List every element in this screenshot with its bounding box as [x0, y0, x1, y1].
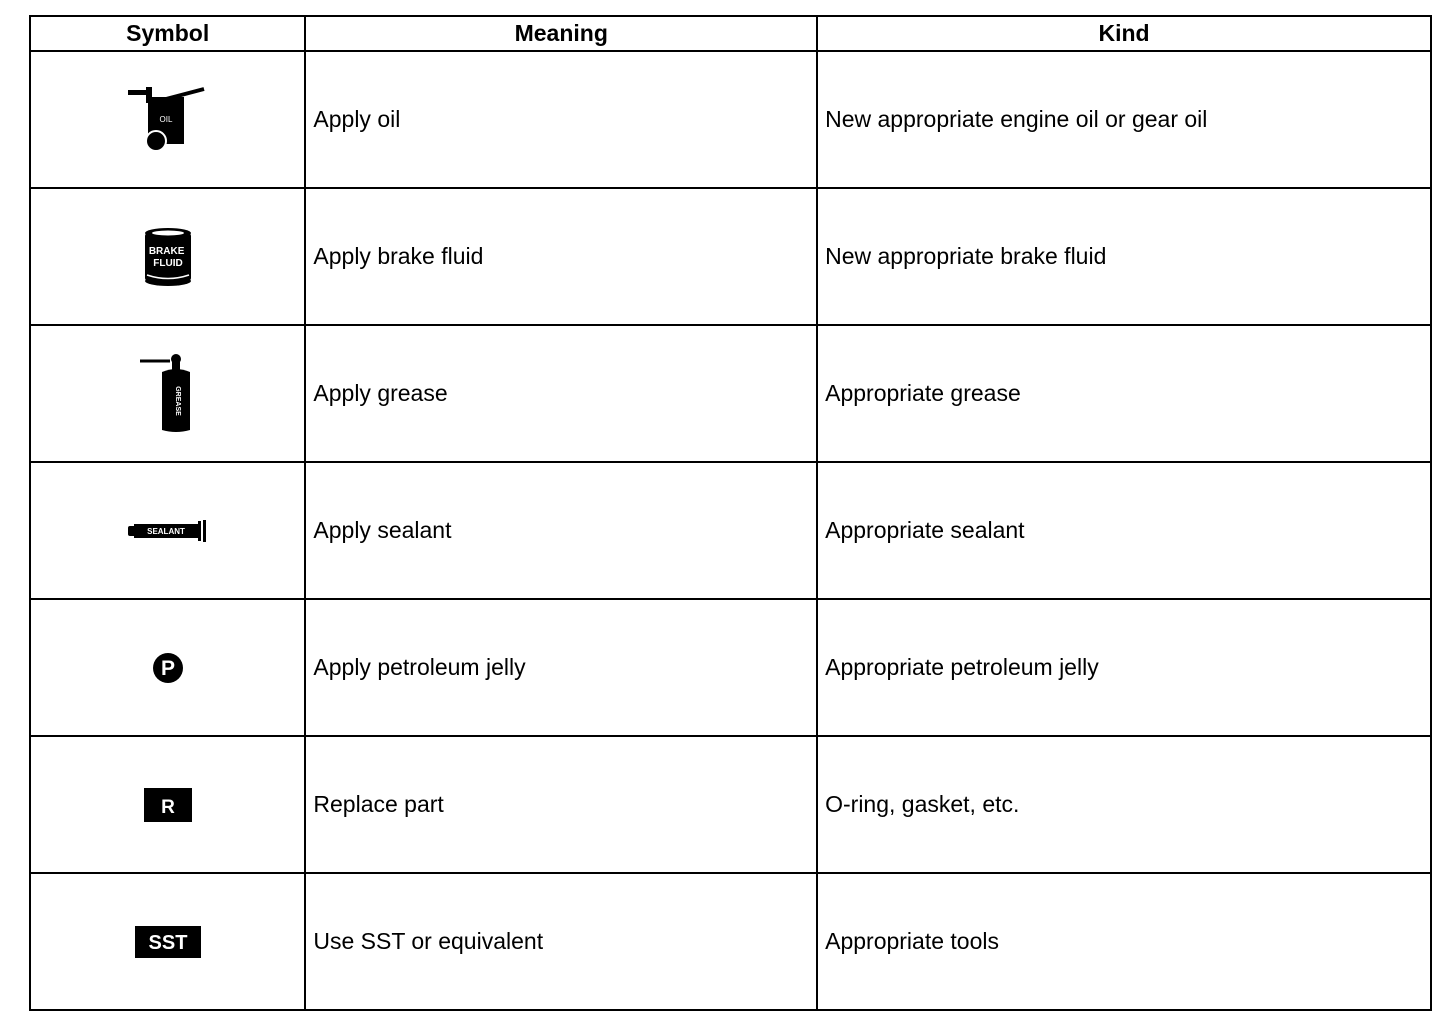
- header-meaning: Meaning: [305, 16, 817, 51]
- petroleum-jelly-label: P: [160, 656, 175, 680]
- kind-cell: Appropriate petroleum jelly: [817, 599, 1431, 736]
- table-row: [30, 188, 1431, 325]
- symbol-cell: [30, 51, 305, 188]
- meaning-cell: Apply sealant: [305, 462, 817, 599]
- meaning-cell: Use SST or equivalent: [305, 873, 817, 1010]
- petroleum-jelly-icon: [151, 651, 185, 685]
- kind-cell: New appropriate brake fluid: [817, 188, 1431, 325]
- table-row: [30, 736, 1431, 873]
- symbol-cell: [30, 873, 305, 1010]
- kind-cell: New appropriate engine oil or gear oil: [817, 51, 1431, 188]
- brake-fluid-label-text-line2: FLUID: [152, 257, 183, 269]
- grease-can-label: GREASE: [173, 385, 181, 416]
- table-row: [30, 462, 1431, 599]
- table-row: [30, 873, 1431, 1010]
- symbol-cell: [30, 599, 305, 736]
- symbol-cell: [30, 188, 305, 325]
- symbol-cell: [30, 325, 305, 462]
- header-kind: Kind: [817, 16, 1431, 51]
- brake-fluid-label: [149, 246, 187, 269]
- symbol-cell: [30, 736, 305, 873]
- sealant-tube-icon: [128, 518, 208, 544]
- header-symbol: Symbol: [30, 16, 305, 51]
- brake-fluid-label-text: BRAKE: [148, 245, 185, 257]
- meaning-cell: Apply petroleum jelly: [305, 599, 817, 736]
- brake-fluid-can-icon: [143, 227, 193, 287]
- kind-cell: O-ring, gasket, etc.: [817, 736, 1431, 873]
- table-row: [30, 51, 1431, 188]
- oil-can-icon: [128, 87, 208, 153]
- kind-cell: Appropriate tools: [817, 873, 1431, 1010]
- meaning-cell: Apply brake fluid: [305, 188, 817, 325]
- kind-cell: Appropriate grease: [817, 325, 1431, 462]
- oil-can-label: OIL: [159, 114, 173, 124]
- replace-part-icon: [144, 788, 192, 822]
- meaning-cell: Apply grease: [305, 325, 817, 462]
- table-header-row: [30, 16, 1431, 51]
- replace-part-label: R: [160, 796, 175, 818]
- meaning-cell: Apply oil: [305, 51, 817, 188]
- table-row: [30, 325, 1431, 462]
- table-row: [30, 599, 1431, 736]
- symbols-table: [29, 15, 1432, 1011]
- kind-cell: Appropriate sealant: [817, 462, 1431, 599]
- sst-label: SST: [148, 931, 188, 954]
- sst-icon: [135, 926, 201, 958]
- symbol-cell: [30, 462, 305, 599]
- meaning-cell: Replace part: [305, 736, 817, 873]
- sealant-tube-label: SEALANT: [146, 526, 185, 536]
- grease-can-icon: [140, 354, 196, 434]
